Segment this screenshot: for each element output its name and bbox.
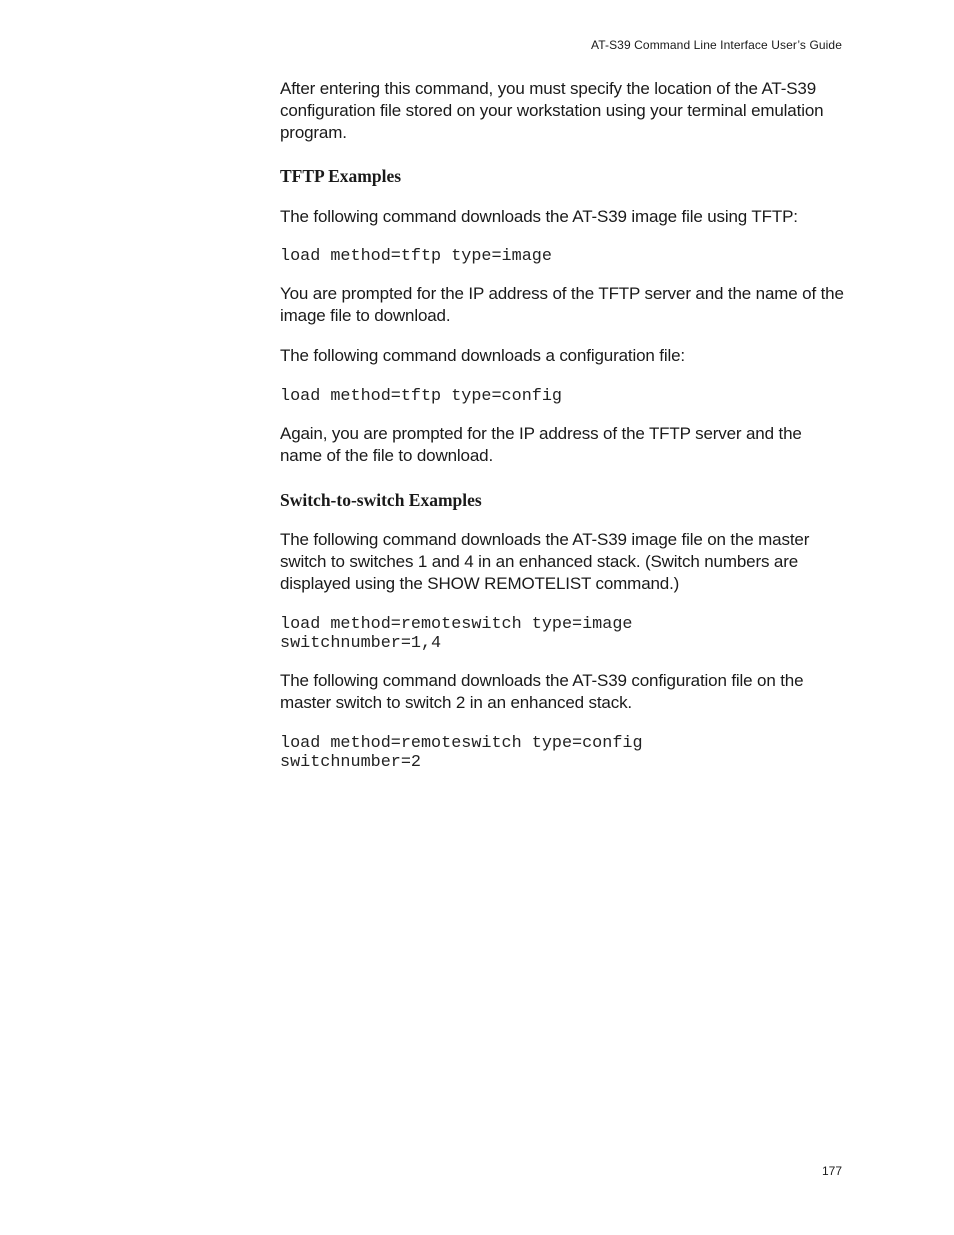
tftp-image-paragraph: The following command downloads the AT-S39 image file using TFTP: [280, 207, 798, 226]
page-content [280, 78, 845, 772]
intro-paragraph: After entering this command, you must specify the location of the AT-S39 configuration file stored on your workstation using your terminal emulation program. [280, 79, 824, 142]
tftp-config-command: load method=tftp type=config [280, 387, 562, 406]
switch-to-switch-heading: Switch-to-switch Examples [280, 490, 482, 510]
s2s-image-command: load method=remoteswitch type=image switchnumber=1,4 [280, 615, 633, 653]
running-header: AT-S39 Command Line Interface User’s Guide [591, 38, 842, 52]
s2s-config-command: load method=remoteswitch type=config switchnumber=2 [280, 734, 643, 772]
s2s-config-paragraph: The following command downloads the AT-S39 configuration file on the master switch to switch 2 in an enhanced stack. [280, 671, 804, 712]
s2s-image-paragraph: The following command downloads the AT-S39 image file on the master switch to switches 1 and 4 in an enhanced stack. (Switch numbers are displayed using the SHOW REMOTELIST command.) [280, 530, 810, 593]
page-number: 177 [821, 1164, 842, 1178]
tftp-image-command: load method=tftp type=image [280, 247, 552, 266]
tftp-config-paragraph: The following command downloads a configuration file: [280, 346, 686, 365]
tftp-prompt-paragraph: You are prompted for the IP address of the TFTP server and the name of the image file to download. [280, 284, 844, 325]
tftp-again-paragraph: Again, you are prompted for the IP address of the TFTP server and the name of the file to download. [280, 424, 802, 465]
tftp-examples-heading: TFTP Examples [280, 166, 402, 186]
